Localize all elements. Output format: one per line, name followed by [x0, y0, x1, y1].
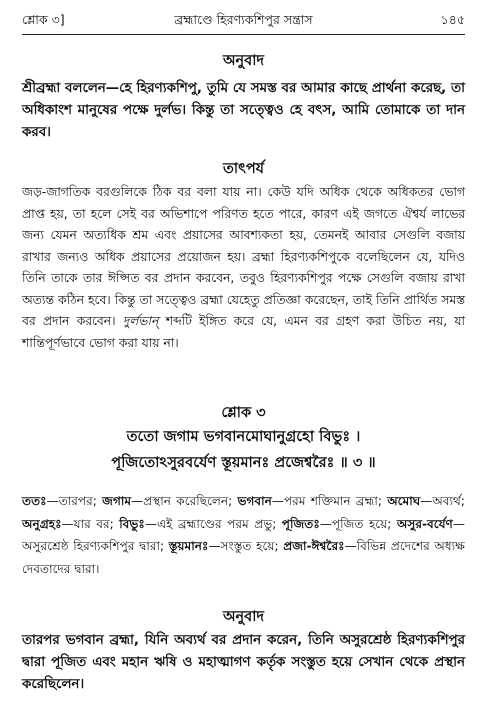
page-number: ১৪৫: [440, 12, 465, 27]
synonym-meaning: তারপর;: [58, 494, 97, 508]
synonym-meaning: অব্যর্থ;: [432, 494, 465, 508]
synonym-meaning: পরম শক্তিমান ব্রহ্মা;: [283, 494, 382, 508]
verse-heading: শ্লোক ৩: [221, 405, 266, 421]
synonym-term: পূজিতঃ: [281, 516, 320, 531]
synonym-meaning: বিভিন্ন প্রদেশের অধ্যক্ষ দেবতাদের দ্বারা।: [22, 539, 465, 576]
synonym-meaning: এই ব্রহ্মাণ্ডের পরম প্রভু;: [156, 516, 277, 531]
synonym-meaning: অসুরশ্রেষ্ঠ হিরণ্যকশিপুর দ্বারা;: [22, 539, 165, 553]
synonyms: ততঃ—তারপর; জগাম—প্রস্থান করেছিলেন; ভগবান—পরম শক্তিমান ব্রহ্মা; অমোঘ—অব্যর্থ; অনুগ্রহঃ—যার বর; বিভুঃ—এই ব্রহ্মাণ্ডের পরম প্রভু; পূজিতঃ—পূজিত হয়ে; অসুর-বর্যেণ—অসুরশ্রেষ্ঠ হিরণ্যকশিপুর দ্বারা; স্তূয়মানঃ—সংস্তুত হয়ে; প্রজা-ঈশ্বরৈঃ—বিভিন্ন প্রদেশের অধ্যক্ষ দেবতাদের দ্বারা।: [22, 494, 465, 576]
synonym-term: প্রজা-ঈশ্বরৈঃ: [283, 539, 345, 553]
purport-text-part1: জড়-জাগতিক বরগুলিকে ঠিক বর বলা যায় না। কেউ যদি অধিক থেকে অধিকতর ভোগ প্রাপ্ত হয়, তা হলে সেই বর অভিশাপে পরিণত হতে পারে, কারণ এই জগতে ঐশ্বর্য লাভের জন্য যেমন অত্যধিক শ্রম এবং প্রয়াসের আবশ্যকতা হয়, তেমনই আবার সেগুলি বজায় রাখার জন্যও অধিক প্রয়াসের প্রয়োজন হয়। ব্রহ্মা হিরণ্যকশিপুকে বলেছিলেন যে, যদিও তিনি তাকে তার ঈপ্সিত বর প্রদান করবেন, তবুও হিরণ্যকশিপুর পক্ষে সেগুলি বজায় রাখা অত্যন্ত কঠিন হবে। কিন্তু তা সত্ত্বেও ব্রহ্মা যেহেতু প্রতিজ্ঞা করেছেন, তাই তিনি প্রার্থিত সমস্ত বর প্রদান করবেন।: [22, 185, 465, 328]
verse-line-1: ততো জগাম ভগবানমোঘানুগ্রহো বিভুঃ ।: [126, 428, 361, 445]
synonym-meaning: প্রস্থান করেছিলেন;: [143, 494, 233, 508]
synonym-meaning: সংস্তুত হয়ে;: [220, 539, 279, 553]
purport-text: [22, 182, 465, 354]
translation-2-text: তারপর ভগবান ব্রহ্মা, যিনি অব্যর্থ বর প্রদান করেন, তিনি অসুরশ্রেষ্ঠ হিরণ্যকশিপুর দ্বারা পূজিত এবং মহান ঋষি ও মহাত্মাগণ কর্তৃক সংস্তুত হয়ে সেখান থেকে প্রস্থান করেছিলেন।: [22, 633, 465, 692]
running-header: [22, 12, 465, 34]
synonym-term: অমোঘ: [387, 494, 421, 508]
translation-heading: অনুবাদ: [222, 53, 265, 69]
verse-line-2: পূজিতোঽসুরবর্যেণ স্তূয়মানঃ প্রজেশ্বরৈঃ ॥ ৩ ॥: [111, 454, 376, 471]
synonym-term: বিভুঃ: [119, 516, 145, 531]
synonym-term: অনুগ্রহঃ: [22, 516, 62, 531]
header-rule: [22, 34, 465, 35]
synonym-term: অসুর-বর্যেণ: [396, 516, 453, 531]
translation-2-heading: অনুবাদ: [222, 609, 265, 625]
purport-heading: তাৎপর্য: [222, 161, 265, 177]
synonym-term: ততঃ: [22, 494, 47, 508]
translation-text: শ্রীব্রহ্মা বললেন—হে হিরণ্যকশিপু, তুমি যে সমস্ত বর আমার কাছে প্রার্থনা করেছ, তা অধিকাংশ মানুষের পক্ষে দুর্লভ। কিন্তু তা সত্ত্বেও হে বৎস, আমি তোমাকে তা দান করব।: [22, 81, 465, 140]
synonym-term: ভগবান: [237, 494, 272, 508]
synonym-term: স্তূয়মানঃ: [168, 539, 209, 553]
synonym-meaning: পূজিত হয়ে;: [331, 516, 392, 531]
purport-italic-word: দুর্লভান্: [122, 314, 159, 328]
synonym-term: জগাম: [102, 494, 132, 508]
header-verse-ref: শ্লোক ৩]: [22, 12, 65, 27]
header-chapter-title: ব্রহ্মাণ্ডে হিরণ্যকশিপুর সন্ত্রাস: [174, 12, 313, 27]
purport-text-part2: শব্দটি ইঙ্গিত করে যে, এমন বর গ্রহণ করা উচিত নয়, যা শান্তিপূর্ণভাবে ভোগ করা যায় না।: [22, 314, 465, 350]
synonym-meaning: যার বর;: [73, 516, 114, 531]
